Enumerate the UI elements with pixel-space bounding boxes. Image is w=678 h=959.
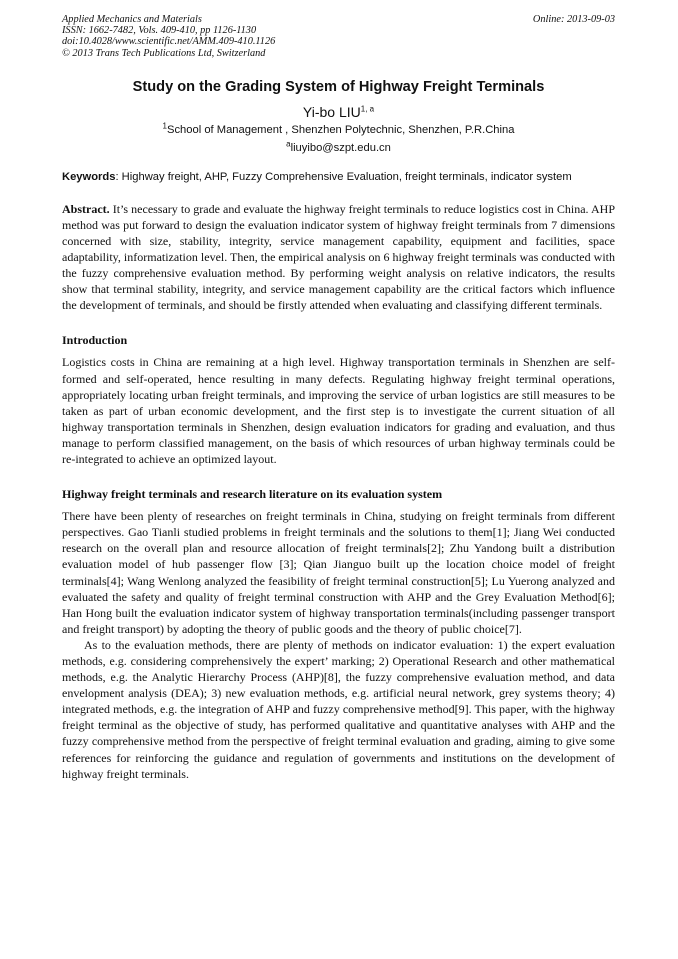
paper-title: Study on the Grading System of Highway Freight Terminals (132, 78, 545, 95)
online-date: Online: 2013-09-03 (532, 14, 615, 25)
literature-paragraph-2: As to the evaluation methods, there are plenty of methods on indicator evaluation: 1) the expert evaluation methods, e.g. considering comprehensively the expert’ marking; 2) Operational Research and other mathematical methods, e.g. the Analytic Hierarchy Process (AHP)[8], the fuzzy comprehensive evaluation method, and data envelopment analysis (DEA); 3) new evaluation methods, e.g. artificial neural network, grey systems theory; 4) integrated methods, e.g. the integration of AHP and fuzzy comprehensive method[9]. This paper, with the highway freight terminal as the objective of study, has performed qualitative and quantitative analyses with AHP and the fuzzy comprehensive method from the perspective of freight terminal evaluation and grading, aiming to give some references for reinforcing the guidance and regulation of governments and institutions on the development of highway freight terminals. (62, 637, 615, 781)
doi-line: doi:10.4028/www.scientific.net/AMM.409-410.1126 (62, 36, 276, 48)
email-text: liuyibo@szpt.edu.cn (290, 141, 391, 154)
keywords-label: Keywords (62, 170, 116, 183)
literature-paragraph-1: There have been plenty of researches on freight terminals in China, studying on freight terminals from different perspectives. Gao Tianli studied problems in freight terminals and the solutions to them[1]; Jiang Wei conducted research on the overall plan and resource allocation of freight terminals[2]; Zhu Yandong built a distribution evaluation model of hub passenger flow [3]; Qian Jianguo built up the location choice model of freight terminals[4]; Wang Wenlong analyzed the feasibility of freight terminal construction[5]; Lu Yuerong analyzed and evaluated the safety and quality of freight terminal construction with AHP and the Grey Evaluation Method[6]; Han Hong built the evaluation indicator system of highway transportation terminals(including passenger transport and freight transport) by adopting the theory of public goods and the theory of public choice[7]. (62, 509, 615, 636)
author-line (62, 104, 615, 120)
journal-header (62, 14, 615, 59)
introduction-paragraph: Logistics costs in China are remaining at a high level. Highway transportation terminals in Shenzhen are self-formed and self-operated, hence resulting in many defects. Regulating highway freight terminal operations, appropriately locating urban freight terminals, and improving the service of urban logistics are still measures to be taken as part of urban economic development, and the first step is to investigate the current situation of all highway transportation terminals in Shenzhen, design evaluation indicators for grading and evaluation, and thus manage to perform classified management, on the basis of which resources of urban highway terminals could be re-integrated to achieve an optimized layout. (62, 355, 615, 467)
keywords-text: : Highway freight, AHP, Fuzzy Comprehensive Evaluation, freight terminals, indicator system (115, 170, 572, 183)
author-superscript: 1, a (360, 104, 375, 114)
affiliation-superscript: 1 (162, 121, 167, 131)
email-superscript: a (286, 139, 291, 149)
affiliation (62, 121, 615, 136)
abstract (62, 201, 615, 314)
keywords (62, 170, 615, 184)
author-email (62, 139, 615, 154)
abstract-label: Abstract. (62, 201, 110, 216)
issn-line: ISSN: 1662-7482, Vols. 409-410, pp 1126-1130 (62, 25, 257, 37)
affiliation-text: School of Management , Shenzhen Polytechnic, Shenzhen, P.R.China (167, 123, 515, 136)
abstract-text: It’s necessary to grade and evaluate the highway freight terminals to reduce logistics cost in China. AHP method was put forward to design the evaluation indicator system of highway freight terminals from 7 dimensions concerned with size, stability, integrity, service management capability, equipment and facilities, space adaptability, informatization level. Then, the empirical analysis on 6 highway freight terminals was conducted with the fuzzy comprehensive evaluation method. By performing weight analysis on relative indicators, the results show that terminal stability, integrity, and service management capability are the critical factors which influence the development of terminals, and should be firstly attended when evaluating and classifying different terminals. (62, 201, 615, 313)
section-heading-introduction: Introduction (62, 333, 128, 348)
author-name: Yi-bo LIU (302, 103, 361, 120)
section-heading-literature: Highway freight terminals and research literature on its evaluation system (62, 487, 443, 502)
journal-name: Applied Mechanics and Materials (62, 14, 202, 25)
copyright-line: © 2013 Trans Tech Publications Ltd, Switzerland (62, 47, 266, 59)
paper-page (62, 14, 615, 782)
